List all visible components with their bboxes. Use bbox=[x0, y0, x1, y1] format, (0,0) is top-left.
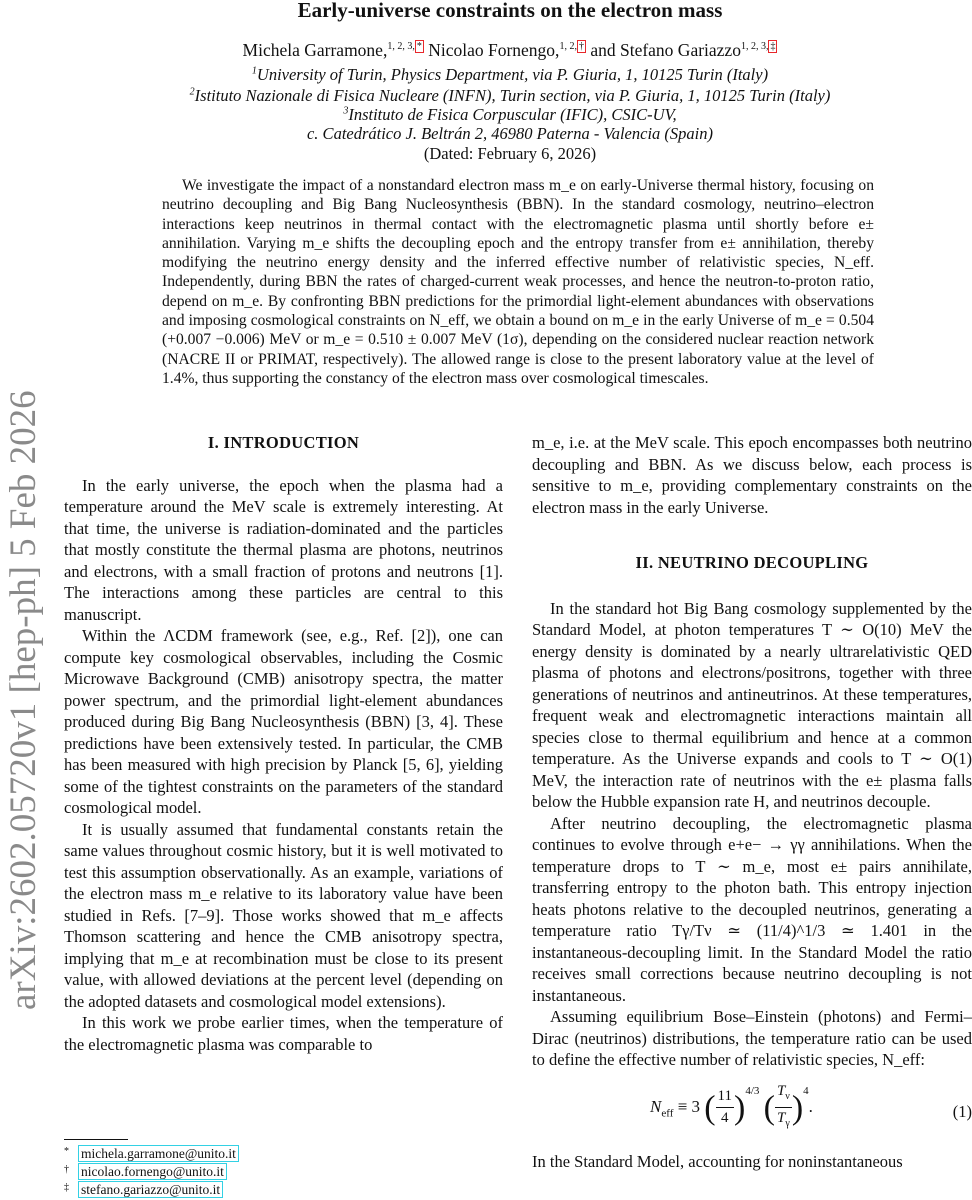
email-link-fornengo[interactable]: nicolao.fornengo@unito.it bbox=[78, 1163, 227, 1180]
affiliation-3 bbox=[60, 105, 960, 125]
paper-title: Early-universe constraints on the electron mass bbox=[297, 0, 723, 22]
nd-paragraph-1: In the standard hot Big Bang cosmology supplemented by the Standard Model, at photon temperatures T ∼ O(10) MeV the energy density is dominated by a nearly ultrarelativistic QED plasma of photons and electrons/positrons, together with three generations of neutrinos and antineutrinos. At these temperatures, frequent weak and electromagnetic interactions maintain all species close to thermal equilibrium and hence at a common temperature. As the Universe expands and cools to T ∼ O(1) MeV, the interaction rate of neutrinos with the e± plasma falls below the Hubble expansion rate H, and neutrinos decouple. bbox=[532, 598, 972, 811]
abstract: We investigate the impact of a nonstandard electron mass m_e on early-Universe thermal history, focusing on neutrino decoupling and Big Bang Nucleosynthesis (BBN). In the standard cosmology, neutrino–electron interactions keep neutrinos in thermal contact with the electromagnetic plasma until shortly before e± annihilation. Varying m_e shifts the decoupling epoch and the entropy transfer from e± annihilation, thereby modifying the neutrino energy density and the inferred effective number of relativistic species, N_eff. Independently, during BBN the rates of charged-current weak processes, and hence the neutron-to-proton ratio, depend on m_e. By confronting BBN predictions for the primordial light-element abundances with observations and imposing cosmological constraints on N_eff, we obtain a bound on m_e in the early Universe of m_e = 0.504 (+0.007 −0.006) MeV or m_e = 0.510 ± 0.007 MeV (1σ), depending on the considered nuclear reaction network (NACRE II or PRIMAT, respectively). The allowed range is close to the present laboratory value at the level of 1.4%, thus supporting the constancy of the electron mass over cosmological timescales. bbox=[162, 177, 874, 387]
affiliation-1-text: University of Turin, Physics Department, via P. Giuria, 1, 10125 Turin (Italy) bbox=[256, 65, 769, 84]
author-3-affils: 1, 2, 3, bbox=[740, 41, 769, 53]
left-column bbox=[64, 432, 503, 1055]
author-list bbox=[60, 40, 960, 61]
affiliation-3-address: c. Catedrático J. Beltrán 2, 46980 Paterna - Valencia (Spain) bbox=[306, 124, 713, 143]
footnote-1-symbol: * bbox=[64, 1146, 69, 1157]
nd-paragraph-3: Assuming equilibrium Bose–Einstein (photons) and Fermi–Dirac (neutrinos) distributions, the temperature ratio can be used to define the effective number of relativistic species, N_eff: bbox=[532, 1007, 972, 1069]
nd-paragraph-4: In the Standard Model, accounting for noninstantaneous bbox=[532, 1151, 903, 1171]
author-2-affils: 1, 2, bbox=[559, 41, 577, 53]
affiliation-3-num: 3 bbox=[343, 105, 349, 117]
affiliation-1 bbox=[60, 65, 960, 85]
intro-paragraph-4: In this work we probe earlier times, when the temperature of the electromagnetic plasma was comparable to bbox=[64, 1013, 503, 1054]
equation-1-body: $N_{eff} \equiv 3$ ( $\frac{11}{4}$ )$^{4/3}$ ( $\frac{T_\nu}{T_\gamma}$ )$^4$. bbox=[650, 1082, 813, 1129]
intro-paragraph-1: In the early universe, the epoch when the plasma had a temperature around the MeV scale is extremely interesting. At that time, the universe is radiation-dominated and the particles that mostly constitute the thermal plasma are photons, neutrinos and electrons, with a small fraction of protons and neutrons [1]. The interactions among these particles are central to this manuscript. bbox=[64, 475, 503, 624]
footnote-2-symbol: † bbox=[64, 1164, 69, 1175]
right-column bbox=[532, 432, 972, 1172]
author-2-footnote-link[interactable]: † bbox=[578, 41, 584, 53]
author-3-footnote-link[interactable]: ‡ bbox=[770, 41, 776, 53]
email-link-gariazzo[interactable]: stefano.gariazzo@unito.it bbox=[78, 1181, 223, 1198]
affiliation-2 bbox=[60, 86, 960, 106]
footnote-3-symbol: ‡ bbox=[64, 1182, 69, 1193]
section-heading-neutrino-decoupling: II. NEUTRINO DECOUPLING bbox=[635, 553, 869, 572]
equation-1 bbox=[532, 1077, 972, 1147]
arxiv-stamp: arXiv:2602.05720v1 [hep-ph] 5 Feb 2026 bbox=[3, 390, 44, 1010]
author-1: Michela Garramone, bbox=[242, 40, 388, 60]
intro-paragraph-4-continued: m_e, i.e. at the MeV scale. This epoch encompasses both neutrino decoupling and BBN. As we discuss below, each process is sensitive to m_e, providing complementary constraints on the electron mass in the early Universe. bbox=[532, 433, 972, 517]
author-3: Stefano Gariazzo bbox=[619, 40, 741, 60]
footnote-2 bbox=[64, 1164, 227, 1180]
author-2: Nicolao Fornengo, bbox=[428, 40, 560, 60]
equation-1-number: (1) bbox=[952, 1101, 972, 1121]
section-heading-introduction: I. INTRODUCTION bbox=[207, 433, 360, 452]
affiliation-2-num: 2 bbox=[189, 86, 195, 98]
footnote-3 bbox=[64, 1182, 223, 1198]
author-1-footnote-link[interactable]: * bbox=[416, 41, 422, 53]
footnote-1 bbox=[64, 1146, 239, 1162]
email-link-garramone[interactable]: michela.garramone@unito.it bbox=[78, 1145, 239, 1162]
affiliation-1-num: 1 bbox=[251, 65, 257, 77]
nd-paragraph-2: After neutrino decoupling, the electromagnetic plasma continues to evolve through e+e− → γγ annihilations. When the temperature drops to T ∼ m_e, most e± pairs annihilate, transferring entropy to the photon bath. This entropy injection heats photons relative to the decoupled neutrinos, generating a temperature ratio Tγ/Tν ≃ (11/4)^1/3 ≃ 1.401 in the instantaneous-decoupling limit. In the Standard Model the ratio receives small corrections because neutrino decoupling is not instantaneous. bbox=[532, 813, 972, 1005]
author-1-affils: 1, 2, 3, bbox=[387, 41, 415, 53]
intro-paragraph-2: Within the ΛCDM framework (see, e.g., Ref. [2]), one can compute key cosmological observables, including the Cosmic Microwave Background (CMB) anisotropy spectra, the matter power spectrum, and the primordial light-element abundances produced during Big Bang Nucleosynthesis (BBN) [3, 4]. These predictions have been extensively tested. In particular, the CMB has been measured with high precision by Planck [5, 6], yielding some of the tightest constraints on the parameters of the standard cosmological model. bbox=[64, 626, 503, 817]
dated-line: (Dated: February 6, 2026) bbox=[423, 144, 597, 163]
intro-paragraph-3: It is usually assumed that fundamental constants retain the same values throughout cosmic history, but it is well motivated to test this assumption observationally. As an example, variations of the electron mass m_e relative to its laboratory value have been studied in Refs. [7–9]. Those works showed that m_e affects Thomson scattering and hence the CMB anisotropy spectra, implying that m_e at recombination must be close to its present value, with allowed deviations at the percent level (depending on the adopted datasets and cosmological model extensions). bbox=[64, 819, 503, 1011]
author-and: and bbox=[590, 40, 616, 60]
affiliation-3-text: Instituto de Fisica Corpuscular (IFIC), CSIC-UV, bbox=[348, 105, 677, 124]
affiliation-2-text: Istituto Nazionale di Fisica Nucleare (INFN), Turin section, via P. Giuria, 1, 10125 Turin (Italy) bbox=[194, 86, 831, 105]
footnote-rule bbox=[64, 1139, 128, 1140]
